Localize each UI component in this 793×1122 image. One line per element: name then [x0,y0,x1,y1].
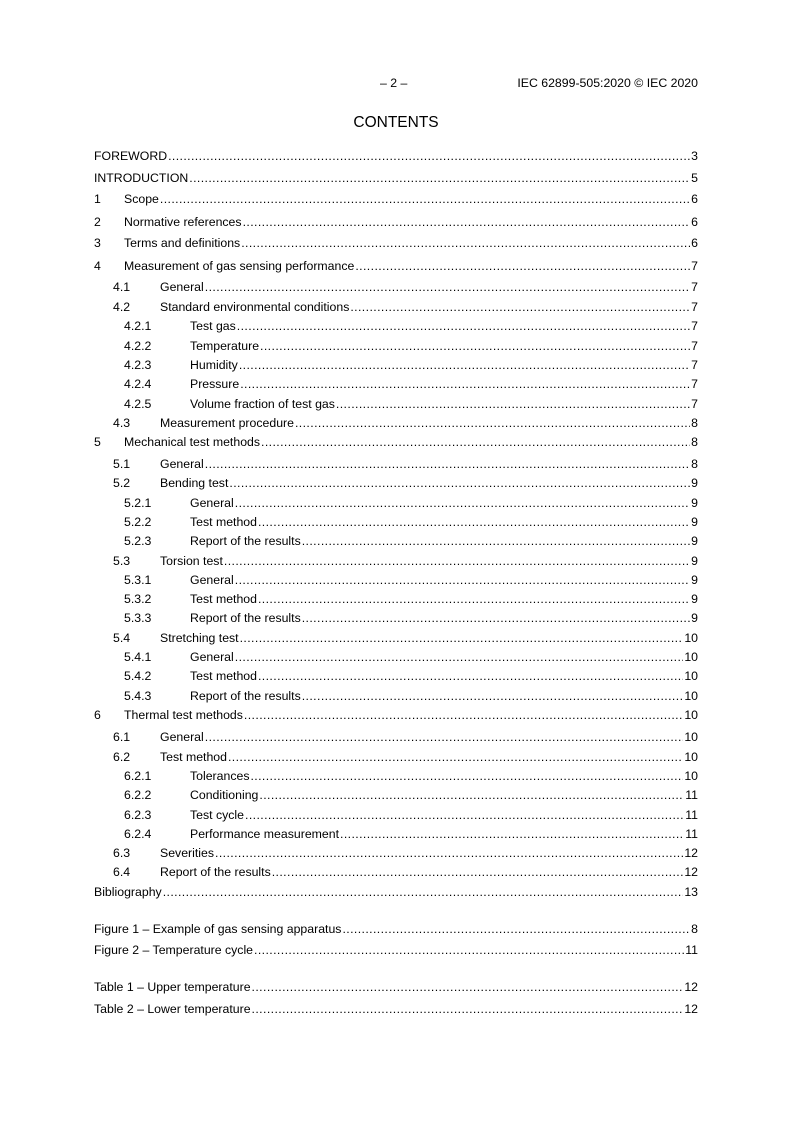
toc-page: 13 [684,885,698,899]
toc-page: 11 [685,788,698,802]
dot-leader [250,769,683,783]
toc-entry[interactable] [94,846,698,862]
toc-entry[interactable] [94,730,698,746]
dot-leader [235,650,684,664]
toc-page: 7 [691,259,698,273]
toc-title: Thermal test methods [124,708,243,722]
toc-entry[interactable] [94,171,698,187]
toc-page: 7 [691,377,698,391]
toc-page: 7 [691,339,698,353]
toc-title: Bending test [160,476,229,490]
dot-leader [189,171,690,185]
toc-page: 10 [684,769,698,783]
contents-title: CONTENTS [353,114,439,131]
toc-entry[interactable] [94,708,698,724]
toc-number: 4.2.1 [124,319,152,333]
toc-number: 6.2 [113,750,131,764]
toc-title: FOREWORD [94,149,168,163]
toc-page: 7 [691,280,698,294]
toc-number: 4 [94,259,101,273]
toc-entry[interactable] [94,416,698,432]
toc-title: Pressure [190,377,240,391]
dot-leader [239,358,690,372]
toc-entry[interactable] [94,397,698,413]
dot-leader [258,669,683,683]
toc-title: General [190,573,234,587]
toc-number: 6.2.4 [124,827,152,841]
toc-page: 9 [691,611,698,625]
toc-number: 5.4 [113,631,131,645]
toc-entry[interactable] [94,300,698,316]
dot-leader [237,319,690,333]
toc-number: 4.1 [113,280,131,294]
dot-leader [261,435,690,449]
toc-title: Normative references [124,215,242,229]
toc-page: 8 [691,435,698,449]
toc-entry[interactable] [94,339,698,355]
toc-number: 4.2.4 [124,377,152,391]
toc-entry[interactable] [94,650,698,666]
toc-entry[interactable] [94,280,698,296]
toc-page: 10 [684,750,698,764]
document-reference: IEC 62899-505:2020 © IEC 2020 [517,76,698,90]
table-page: 12 [684,980,698,994]
toc-number: 5.2.3 [124,534,152,548]
toc-number: 6.2.2 [124,788,152,802]
toc-entry[interactable] [94,496,698,512]
toc-page: 8 [691,416,698,430]
toc-page: 10 [684,650,698,664]
toc-entry[interactable] [94,631,698,647]
toc-number: 6.2.3 [124,808,152,822]
toc-title: Test cycle [190,808,244,822]
toc-title: Torsion test [160,554,223,568]
dot-leader [244,708,683,722]
toc-entry[interactable] [94,750,698,766]
figure-page: 8 [691,922,698,936]
toc-page: 10 [684,708,698,722]
toc-title: Performance measurement [190,827,339,841]
toc-title: INTRODUCTION [94,171,189,185]
toc-title: Report of the results [190,689,301,703]
toc-entry[interactable] [94,554,698,570]
toc-number: 4.2 [113,300,131,314]
toc-title: Test method [190,515,257,529]
figure-title: Figure 1 – Example of gas sensing apparatus [94,922,342,936]
toc-title: Standard environmental conditions [160,300,350,314]
dot-leader [224,554,690,568]
toc-page: 10 [684,631,698,645]
toc-page: 6 [691,192,698,206]
toc-page: 9 [691,534,698,548]
toc-number: 6.4 [113,865,131,879]
toc-title: Conditioning [190,788,259,802]
dot-leader [245,808,684,822]
toc-title: Stretching test [160,631,239,645]
dot-leader [302,534,690,548]
table-title: Table 2 – Lower temperature [94,1002,251,1016]
toc-number: 5.3.3 [124,611,152,625]
toc-entry[interactable] [94,788,698,804]
toc-entry[interactable] [94,592,698,608]
toc-page: 6 [691,236,698,250]
toc-number: 5.4.3 [124,689,152,703]
dot-leader [336,397,690,411]
page-header [94,76,698,92]
table-list-entry[interactable] [94,1002,698,1018]
toc-number: 5.1 [113,457,131,471]
dot-leader [160,192,690,206]
toc-number: 6.3 [113,846,131,860]
toc-entry[interactable] [94,358,698,374]
toc-page: 8 [691,457,698,471]
dot-leader [302,689,684,703]
dot-leader [168,149,690,163]
dot-leader [235,573,690,587]
toc-title: Test method [190,669,257,683]
figure-title: Figure 2 – Temperature cycle [94,943,254,957]
toc-entry[interactable] [94,192,698,208]
toc-page: 5 [691,171,698,185]
toc-page: 10 [684,689,698,703]
toc-entry[interactable] [94,476,698,492]
toc-number: 5.4.2 [124,669,152,683]
toc-number: 2 [94,215,101,229]
toc-entry[interactable] [94,808,698,824]
figure-list-entry[interactable] [94,943,698,959]
toc-page: 9 [691,554,698,568]
toc-number: 5.2 [113,476,131,490]
dot-leader [355,259,690,273]
toc-page: 9 [691,515,698,529]
toc-page: 12 [684,846,698,860]
figure-list-entry[interactable] [94,922,698,938]
toc-page: 6 [691,215,698,229]
toc-number: 3 [94,236,101,250]
dot-leader [228,750,683,764]
toc-title: General [160,280,204,294]
toc-page: 10 [684,730,698,744]
toc-number: 4.3 [113,416,131,430]
toc-title: Volume fraction of test gas [190,397,335,411]
dot-leader [205,457,690,471]
toc-entry[interactable] [94,865,698,881]
dot-leader [295,416,690,430]
toc-entry[interactable] [94,573,698,589]
dot-leader [302,611,690,625]
toc-number: 5.3 [113,554,131,568]
dot-leader [163,885,684,899]
dot-leader [240,631,684,645]
toc-entry[interactable] [94,827,698,843]
toc-entry[interactable] [94,435,698,451]
toc-entry[interactable] [94,885,698,901]
dot-leader [229,476,690,490]
toc-entry[interactable] [94,377,698,393]
dot-leader [350,300,690,314]
page-number: – 2 – [380,76,408,90]
toc-number: 4.2.3 [124,358,152,372]
toc-title: Measurement procedure [160,416,294,430]
dot-leader [235,496,690,510]
toc-number: 5.4.1 [124,650,152,664]
toc-entry[interactable] [94,149,698,165]
toc-entry[interactable] [94,319,698,335]
dot-leader [342,922,690,936]
figure-page: 11 [685,943,698,957]
toc-entry[interactable] [94,689,698,705]
toc-page: 7 [691,319,698,333]
dot-leader [215,846,683,860]
dot-leader [252,1002,684,1016]
toc-number: 1 [94,192,101,206]
toc-title: General [190,496,234,510]
toc-number: 6.2.1 [124,769,152,783]
dot-leader [205,730,684,744]
dot-leader [258,515,690,529]
toc-page: 11 [685,808,698,822]
toc-title: Severities [160,846,214,860]
toc-entry[interactable] [94,669,698,685]
toc-title: Bibliography [94,885,162,899]
dot-leader [272,865,684,879]
table-title: Table 1 – Upper temperature [94,980,251,994]
toc-title: Measurement of gas sensing performance [124,259,355,273]
table-page: 12 [684,1002,698,1016]
toc-title: Test method [160,750,227,764]
toc-number: 6.1 [113,730,131,744]
toc-title: Temperature [190,339,260,353]
toc-title: Mechanical test methods [124,435,261,449]
toc-title: Humidity [190,358,238,372]
toc-page: 3 [691,149,698,163]
toc-title: Test method [190,592,257,606]
toc-entry[interactable] [94,215,698,231]
toc-entry[interactable] [94,515,698,531]
toc-number: 5 [94,435,101,449]
toc-number: 4.2.5 [124,397,152,411]
dot-leader [241,236,690,250]
toc-number: 5.3.1 [124,573,152,587]
toc-title: Report of the results [160,865,271,879]
toc-title: Report of the results [190,611,301,625]
toc-title: General [190,650,234,664]
toc-number: 5.2.2 [124,515,152,529]
toc-entry[interactable] [94,457,698,473]
toc-entry[interactable] [94,236,698,252]
toc-page: 9 [691,496,698,510]
toc-page: 9 [691,592,698,606]
dot-leader [259,788,684,802]
dot-leader [252,980,684,994]
dot-leader [254,943,684,957]
toc-page: 11 [685,827,698,841]
toc-entry[interactable] [94,611,698,627]
toc-page: 7 [691,300,698,314]
dot-leader [260,339,690,353]
dot-leader [205,280,690,294]
toc-page: 10 [684,669,698,683]
toc-page: 7 [691,358,698,372]
toc-title: Scope [124,192,159,206]
toc-entry[interactable] [94,534,698,550]
toc-title: Report of the results [190,534,301,548]
toc-title: Test gas [190,319,236,333]
toc-number: 6 [94,708,101,722]
toc-title: Terms and definitions [124,236,241,250]
toc-entry[interactable] [94,259,698,275]
dot-leader [240,377,690,391]
toc-page: 12 [684,865,698,879]
toc-title: General [160,457,204,471]
toc-number: 5.3.2 [124,592,152,606]
toc-title: Tolerances [190,769,250,783]
toc-number: 5.2.1 [124,496,152,510]
toc-page: 9 [691,476,698,490]
dot-leader [243,215,691,229]
dot-leader [258,592,690,606]
toc-entry[interactable] [94,769,698,785]
toc-title: General [160,730,204,744]
dot-leader [340,827,684,841]
toc-page: 9 [691,573,698,587]
toc-number: 4.2.2 [124,339,152,353]
toc-page: 7 [691,397,698,411]
table-list-entry[interactable] [94,980,698,996]
